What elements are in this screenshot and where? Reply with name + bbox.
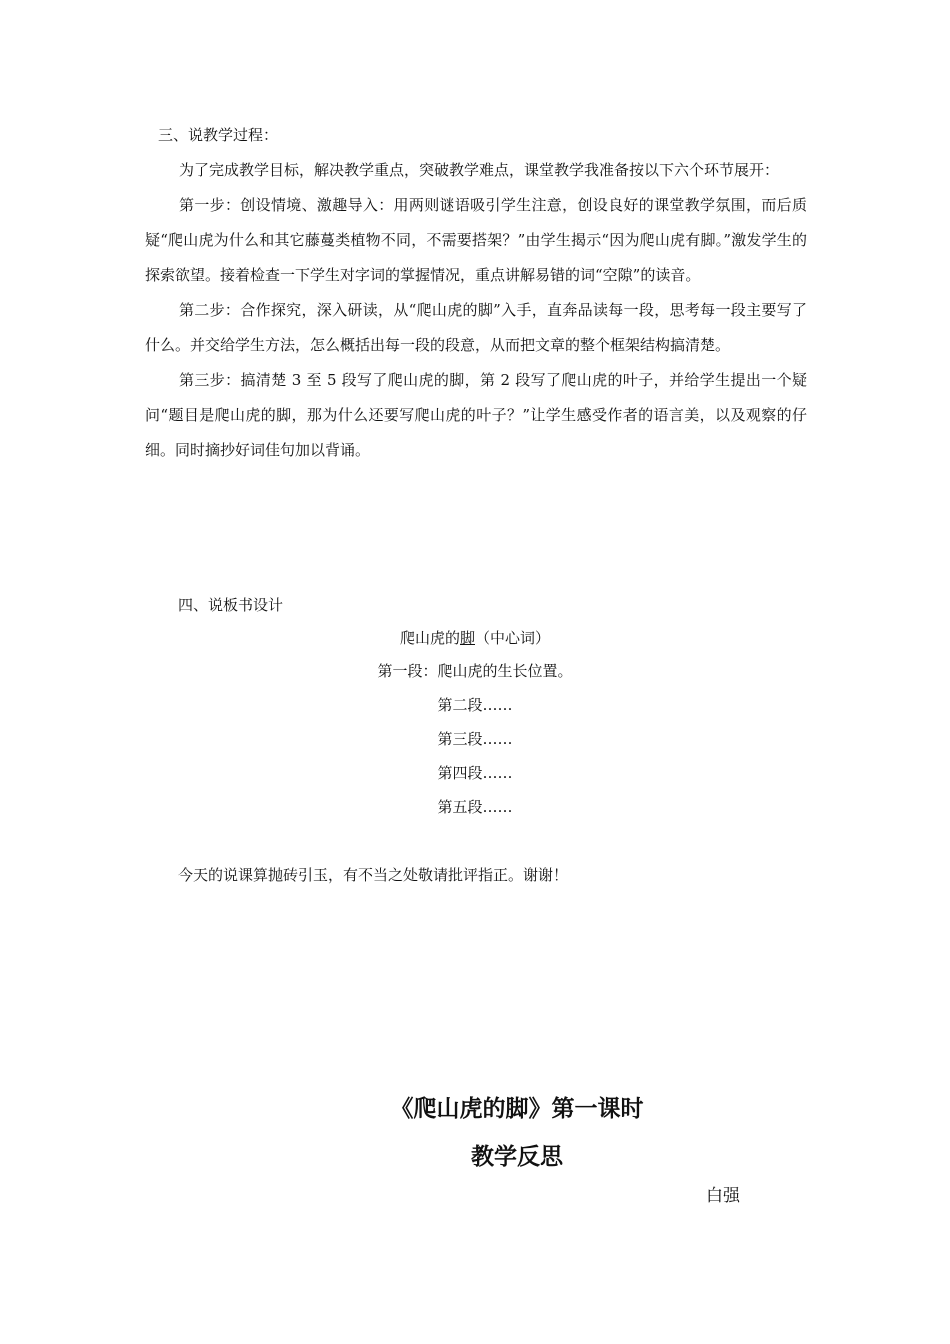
author-name: 白强 [706, 1186, 740, 1206]
board-line-1: 第一段：爬山虎的生长位置。 [377, 662, 573, 680]
board-title-key: 脚 [459, 629, 475, 647]
step2-paragraph: 第二步：合作探究，深入研读，从“爬山虎的脚”入手，直奔品读每一段，思考每一段主要写了什么。并交给学生方法，怎么概括出每一段的段意，从而把文章的整个框架结构搞清楚。 [145, 301, 807, 354]
board-line-3: 第三段…… [437, 730, 513, 748]
closing-remark: 今天的说课算抛砖引玉，有不当之处敬请批评指正。谢谢！ [178, 866, 569, 884]
section3-heading: 三、说教学过程： [158, 126, 279, 144]
board-line-4: 第四段…… [437, 764, 513, 782]
section4-heading: 四、说板书设计 [178, 596, 284, 614]
step1-paragraph: 第一步：创设情境、激趣导入：用两则谜语吸引学生注意，创设良好的课堂教学氛围，而后质疑“爬山虎为什么和其它藤蔓类植物不同，不需要搭架？”由学生揭示“因为爬山虎有脚。”激发学生的探索欲望。接着检查一下学生对字词的掌握情况，重点讲解易错的词“空隙”的读音。 [145, 196, 807, 284]
board-title-prefix: 爬山虎的 [399, 629, 460, 647]
reflection-subtitle: 教学反思 [471, 1143, 563, 1170]
board-line-5: 第五段…… [437, 798, 513, 816]
intro-paragraph: 为了完成教学目标，解决教学重点，突破教学难点，课堂教学我准备按以下六个环节展开： [179, 161, 780, 179]
board-line-2: 第二段…… [437, 696, 513, 714]
section3-body [145, 153, 807, 468]
reflection-title: 《爬山虎的脚》第一课时 [390, 1095, 644, 1122]
board-title [0, 627, 950, 648]
board-title-suffix: （中心词） [475, 629, 551, 647]
step3-paragraph: 第三步：搞清楚 3 至 5 段写了爬山虎的脚，第 2 段写了爬山虎的叶子，并给学生提出一个疑问“题目是爬山虎的脚，那为什么还要写爬山虎的叶子？”让学生感受作者的语言美，以及观察的仔细。同时摘抄好词佳句加以背诵。 [145, 371, 807, 459]
